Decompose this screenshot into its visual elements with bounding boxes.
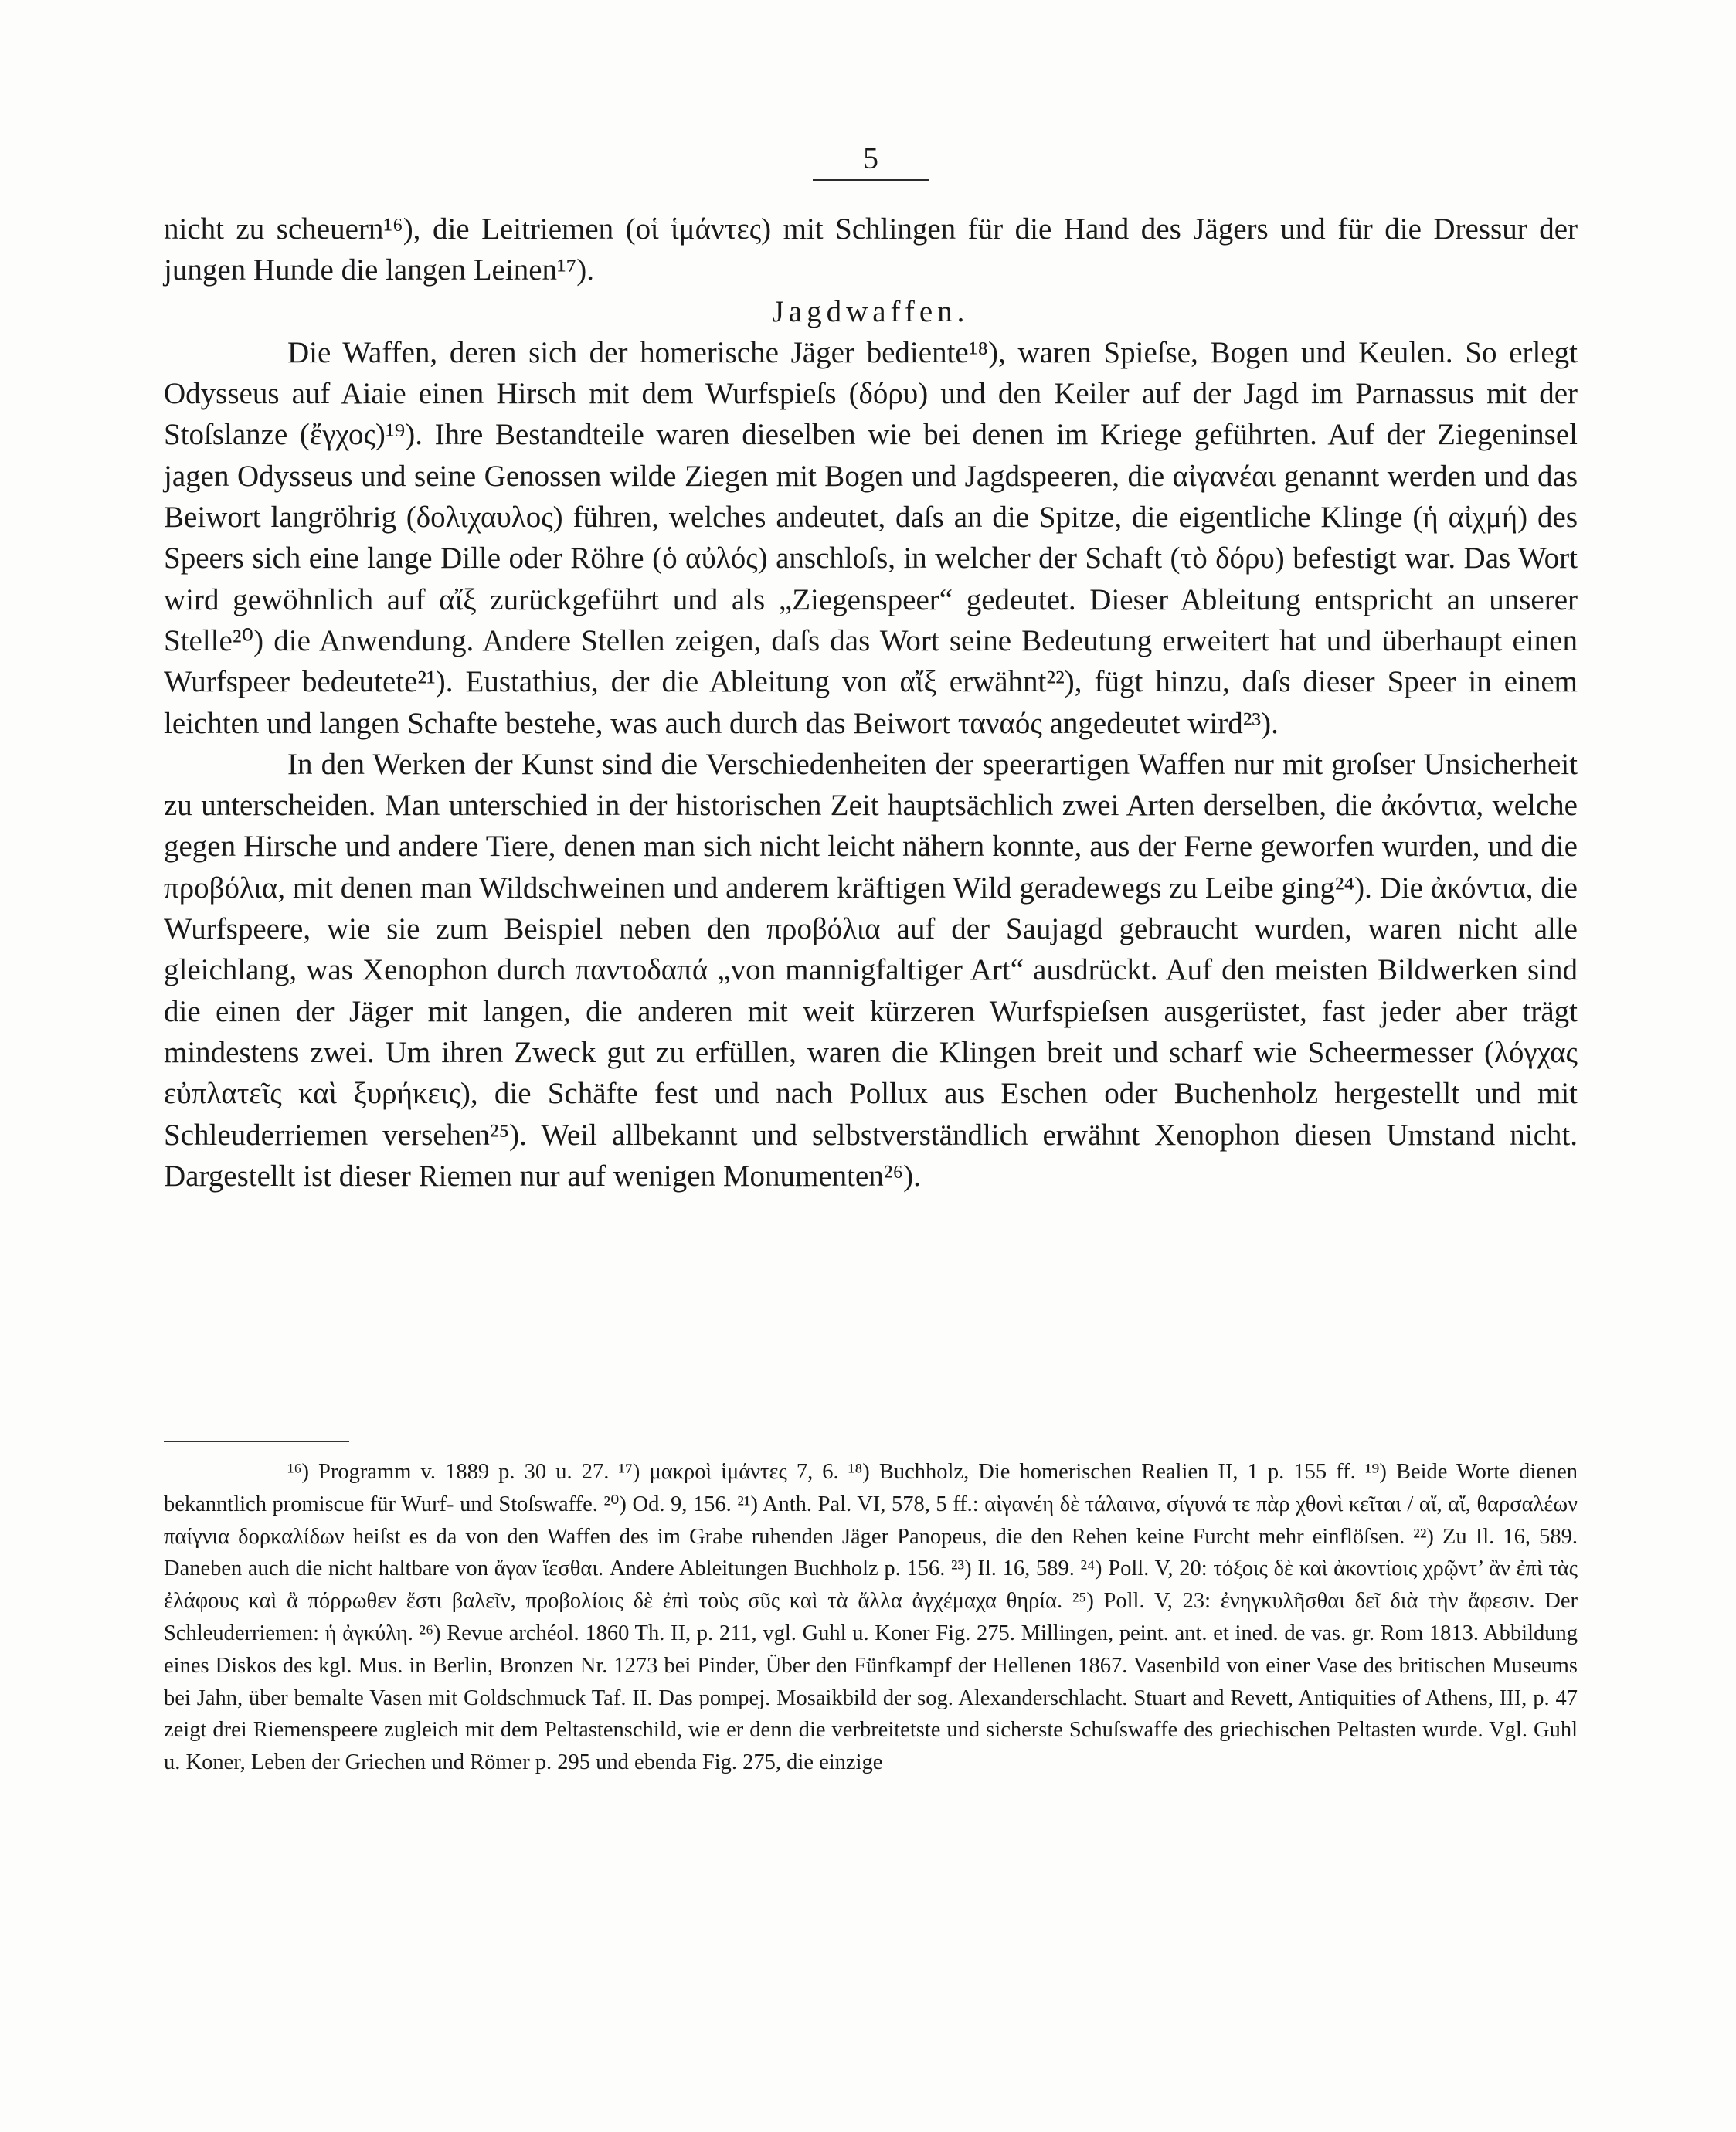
- page-number-rule: [813, 179, 929, 181]
- footnote-rule: [164, 1441, 349, 1442]
- page-number: 5: [863, 141, 878, 175]
- footnotes: [164, 1456, 1578, 1779]
- main-text: [164, 209, 1578, 1197]
- paragraph-weapons: Die Waffen, deren sich der homerische Jäger bediente¹⁸), waren Spieſse, Bogen und Keulen. So erlegt Odysseus auf Aiaie einen Hirsch mit dem Wurfspieſs (δόρυ) und den Keiler auf der Jagd im Parnassus mit der Stoſslanze (ἔγχος)¹⁹). Ihre Bestandteile waren dieselben wie bei denen im Kriege geführten. Auf der Ziegeninsel jagen Odysseus und seine Genossen wilde Ziegen mit Bogen und Jagdspeeren, die αἰγανέαι genannt werden und das Beiwort langröhrig (δολιχαυλος) führen, welches andeutet, daſs an die Spitze, die eigentliche Klinge (ἡ αἰχμή) des Speers sich eine lange Dille oder Röhre (ὁ αὐλός) anschloſs, in welcher der Schaft (τὸ δόρυ) befestigt war. Das Wort wird gewöhnlich auf αἴξ zurückgeführt und als „Ziegenspeer“ gedeutet. Dieser Ableitung entspricht an unserer Stelle²⁰) die Anwendung. Andere Stellen zeigen, daſs das Wort seine Bedeutung erweitert hat und überhaupt einen Wurfspeer bedeutete²¹). Eustathius, der die Ableitung von αἴξ erwähnt²²), fügt hinzu, daſs dieser Speer in einem leichten und langen Schafte bestehe, was auch durch das Beiwort ταναός angedeutet wird²³).: [164, 335, 1578, 740]
- section-heading: Jagdwaffen.: [772, 294, 970, 328]
- footnote-block: ¹⁶) Programm v. 1889 p. 30 u. 27. ¹⁷) μακροὶ ἱμάντες 7, 6. ¹⁸) Buchholz, Die homerischen Realien II, 1 p. 155 ff. ¹⁹) Beide Worte dienen bekanntlich promiscue für Wurf- und Stoſswaffe. ²⁰) Od. 9, 156. ²¹) Anth. Pal. VI, 578, 5 ff.: αἰγανέη δὲ τάλαινα, σίγυνά τε πὰρ χθονὶ κεῖται / αἴ, αἴ, θαρσαλέων παίγνια δορκαλίδων heiſst es da von den Waffen des im Grabe ruhenden Jäger Panopeus, die den Rehen keine Furcht mehr einflöſsen. ²²) Zu Il. 16, 589. Daneben auch die nicht haltbare von ἄγαν ἵεσθαι. Andere Ableitungen Buchholz p. 156. ²³) Il. 16, 589. ²⁴) Poll. V, 20: τόξοις δὲ καὶ ἀκοντίοις χρῷντ’ ἂν ἐπὶ τὰς ἐλάφους καὶ ἃ πόρρωθεν ἔστι βαλεῖν, προβολίοις δὲ ἐπὶ τοὺς σῦς καὶ τὰ ἄλλα ἀγχέμαχα θηρία. ²⁵) Poll. V, 23: ἐνηγκυλῆσθαι δεῖ διὰ τὴν ἄφεσιν. Der Schleuderriemen: ἡ ἀγκύλη. ²⁶) Revue archéol. 1860 Th. II, p. 211, vgl. Guhl u. Koner Fig. 275. Millingen, peint. ant. et ined. de vas. gr. Rom 1813. Abbildung eines Diskos des kgl. Mus. in Berlin, Bronzen Nr. 1273 bei Pinder, Über den Fünfkampf der Hellenen 1867. Vasenbild von einer Vase des britischen Museums bei Jahn, über bemalte Vasen mit Goldschmuck Taf. II. Das pompej. Mosaikbild der sog. Alexanderschlacht. Stuart and Revett, Antiquities of Athens, III, p. 47 zeigt drei Riemenspeere zugleich mit dem Peltastenschild, wie er denn die verbreitetste und sicherste Schuſswaffe des griechischen Peltasten wurde. Vgl. Guhl u. Koner, Leben der Griechen und Römer p. 295 und ebenda Fig. 275, die einzige: [164, 1460, 1578, 1775]
- paragraph-art: In den Werken der Kunst sind die Verschiedenheiten der speerartigen Waffen nur mit groſser Unsicherheit zu unterscheiden. Man unterschied in der historischen Zeit hauptsächlich zwei Arten derselben, die ἀκόντια, welche gegen Hirsche und andere Tiere, denen man sich nicht leicht nähern konnte, aus der Ferne geworfen wurden, und die προβόλια, mit denen man Wildschweinen und anderem kräftigen Wild geradewegs zu Leibe ging²⁴). Die ἀκόντια, die Wurfspeere, wie sie zum Beispiel neben den προβόλια auf der Saujagd gebraucht wurden, waren nicht alle gleichlang, was Xenophon durch παντοδαπά „von mannigfaltiger Art“ ausdrückt. Auf den meisten Bildwerken sind die einen der Jäger mit langen, die anderen mit weit kürzeren Wurfspieſsen ausgerüstet, fast jeder aber trägt mindestens zwei. Um ihren Zweck gut zu erfüllen, waren die Klingen breit und scharf wie Scheermesser (λόγχας εὐπλατεῖς καὶ ξυρήκεις), die Schäfte fest und nach Pollux aus Eschen oder Buchenholz hergestellt und mit Schleuderriemen versehen²⁵). Weil allbekannt und selbstverständlich erwähnt Xenophon diesen Umstand nicht. Dargestellt ist dieser Riemen nur auf wenigen Monumenten²⁶).: [164, 747, 1578, 1193]
- paragraph-continuation: nicht zu scheuern¹⁶), die Leitriemen (οἱ ἱμάντες) mit Schlingen für die Hand des Jägers und für die Dressur der jungen Hunde die langen Leinen¹⁷).: [164, 212, 1578, 287]
